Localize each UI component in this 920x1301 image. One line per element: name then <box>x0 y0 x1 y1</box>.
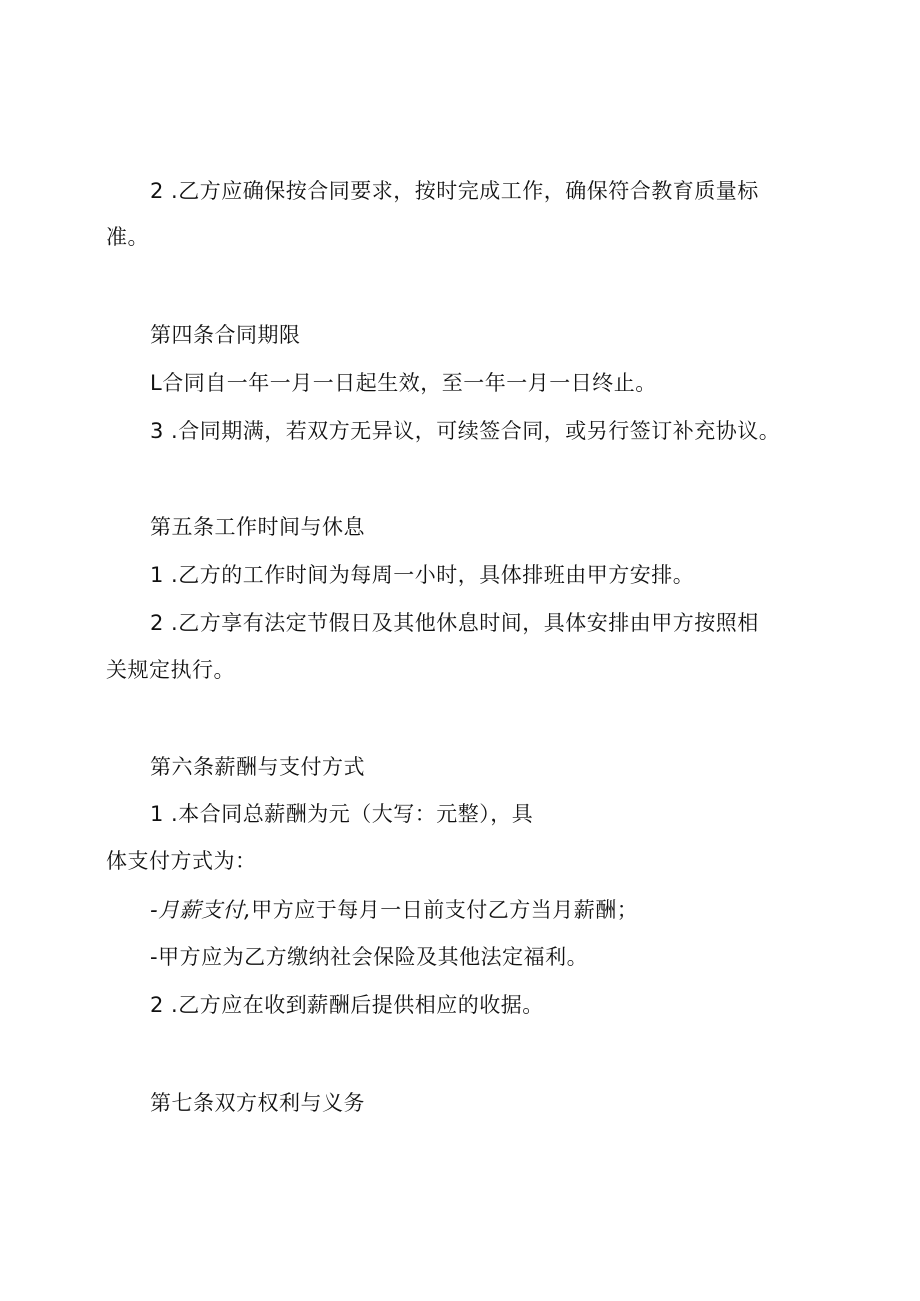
heading-article-6: 第六条薪酬与支付方式 <box>150 755 365 779</box>
article-6-item-1-line-2: 体支付方式为： <box>106 849 257 873</box>
article-6-bullet-2: -甲方应为乙方缴纳社会保险及其他法定福利。 <box>150 945 589 969</box>
article-5-item-1: 1 .乙方的工作时间为每周一小时，具体排班由甲方安排。 <box>150 563 695 587</box>
heading-article-5: 第五条工作时间与休息 <box>150 515 365 539</box>
article-6-bullet-1 <box>150 895 638 925</box>
clause-3-item-2-line-2: 准。 <box>106 225 149 249</box>
bullet-1-text: 甲方应于每月一日前支付乙方当月薪酬； <box>251 898 639 922</box>
article-6-item-2: 2 .乙方应在收到薪酬后提供相应的收据。 <box>150 993 544 1017</box>
article-5-item-2-line-1: 2 .乙方享有法定节假日及其他休息时间，具体安排由甲方按照相 <box>150 611 759 635</box>
article-4-item-3: 3 .合同期满，若双方无异议，可续签合同，或另行签订补充协议。 <box>150 419 781 443</box>
heading-article-7: 第七条双方权利与义务 <box>150 1091 365 1115</box>
bullet-1-italic-lead: -月薪支付, <box>150 898 252 922</box>
clause-3-item-2-line-1: 2 .乙方应确保按合同要求，按时完成工作，确保符合教育质量标 <box>150 179 759 203</box>
article-6-item-1-line-1: 1 .本合同总薪酬为元（大写：元整），具 <box>150 802 534 826</box>
article-5-item-2-line-2: 关规定执行。 <box>106 658 235 682</box>
heading-article-4: 第四条合同期限 <box>150 323 301 347</box>
article-4-item-1: L合同自一年一月一日起生效，至一年一月一日终止。 <box>150 371 657 395</box>
